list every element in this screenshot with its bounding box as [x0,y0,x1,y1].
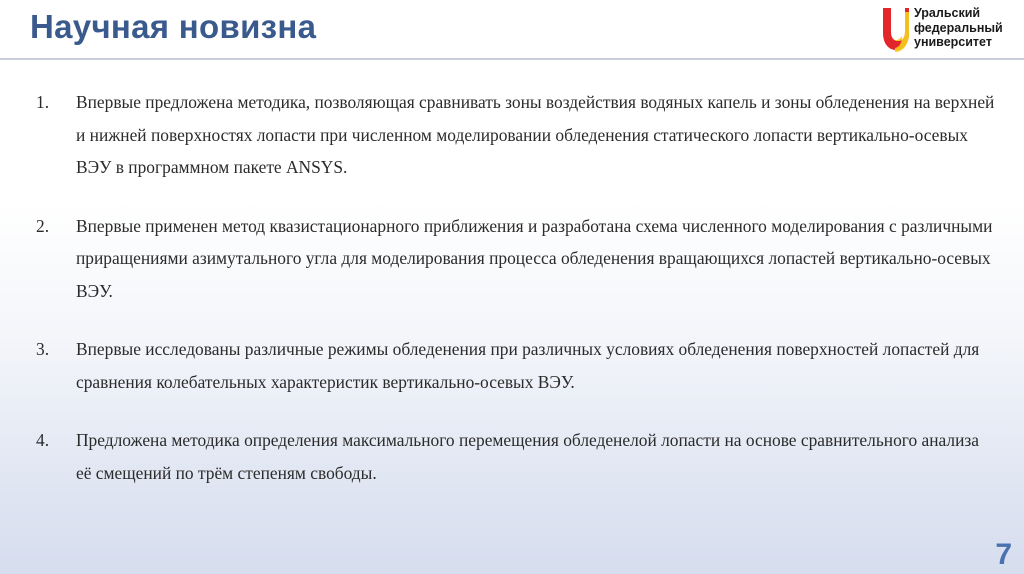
list-item-number: 2. [36,215,50,236]
list-item-text: Впервые предложена методика, позволяющая сравнивать зоны воздействия водяных капель и зоны обледенения на верхней и нижней поверхностях лопасти при численном моделировании обледенения статического лопасти вертикально-осевых ВЭУ в программном пакете ANSYS. [76,92,995,177]
logo-line-2: федеральный [914,20,1003,35]
list-item-text: Впервые исследованы различные режимы обледенения при различных условиях обледенения поверхностей лопастей для сравнения колебательных характеристик вертикально-осевых ВЭУ. [76,339,980,392]
list-item-number: 4. [36,430,50,450]
urfu-logo-text [914,6,1003,50]
urfu-logo [880,4,1020,56]
list-item [36,210,996,308]
list-item-number: 3. [36,339,50,359]
logo-line-3: университет [914,35,992,49]
list-item [36,424,996,489]
list-item [36,86,996,184]
logo-line-1: Уральский [914,6,981,20]
novelty-list [36,86,996,515]
slide-title: Научная новизна [30,8,317,45]
urfu-logo-mark-icon [880,6,910,54]
list-item [36,333,996,398]
title-divider [0,58,1024,60]
list-item-number: 1. [36,92,50,112]
list-item-text: Впервые применен метод квазистационарного приближения и разработана схема численного моделирования с различными приращениями азимутального угла для моделирования процесса обледенения вращающихся лопастей вертикально-осевых ВЭУ. [76,215,993,301]
list-item-text: Предложена методика определения максимального перемещения обледенелой лопасти на основе сравнительного анализа её смещений по трём степеням свободы. [76,430,979,483]
page-number: 7 [995,538,1012,571]
